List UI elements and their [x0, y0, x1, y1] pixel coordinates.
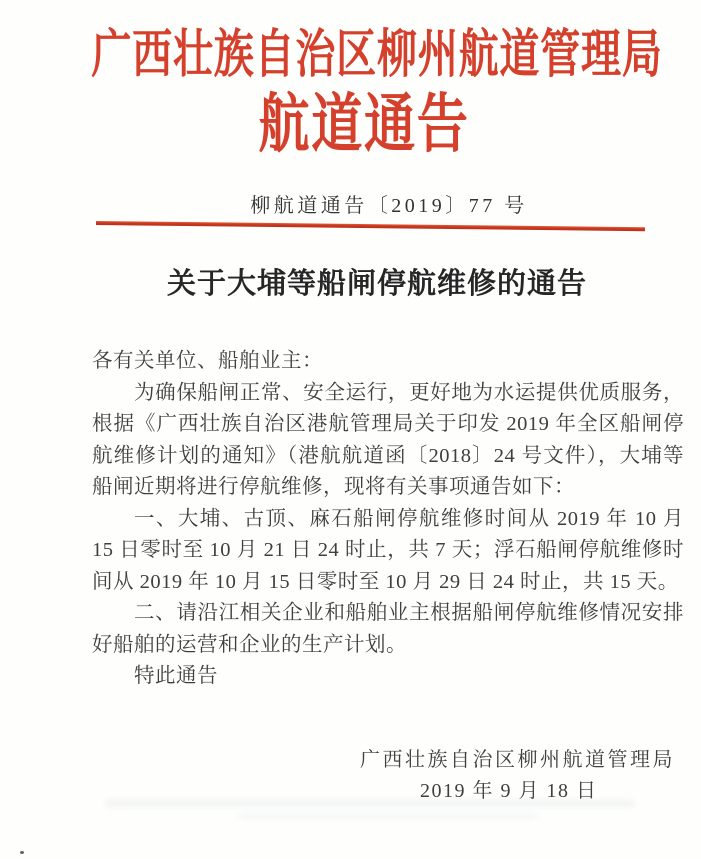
scan-speck-artifact [20, 851, 24, 854]
body-line: 间从 2019 年 10 月 15 日零时至 10 月 29 日 24 时止，共 15 天。 [92, 570, 679, 593]
body-line: 15 日零时至 10 月 21 日 24 时止，共 7 天；浮石船闸停航维修时 [92, 539, 684, 561]
signature-date: 2019 年 9 月 18 日 [420, 780, 598, 802]
body-line: 为确保船闸正常、安全运行，更好地为水运提供优质服务， [134, 381, 684, 404]
doc-number: 柳航道通告〔2019〕77 号 [250, 195, 528, 217]
letterhead-org-name: 广西壮族自治区柳州航道管理局 [91, 27, 663, 84]
body-line: 一、大埔、古顶、麻石船闸停航维修时间从 2019 年 10 月 [134, 507, 684, 530]
body-line: 根据《广西壮族自治区港航管理局关于印发 2019 年全区船闸停 [92, 413, 684, 435]
body-line: 航维修计划的通知》（港航航道函〔2018〕24 号文件），大埔等 [92, 444, 684, 467]
body-line: 二、请沿江相关企业和船舶业主根据船闸停航维修情况安排 [134, 602, 684, 624]
scan-bleed-artifact [238, 812, 538, 820]
signature-org-name: 广西壮族自治区柳州航道管理局 [360, 749, 675, 771]
body-line: 各有关单位、船舶业主： [92, 350, 323, 372]
letterhead-doc-type: 航道通告 [258, 89, 470, 160]
body-line: 好船舶的运营和企业的生产计划。 [92, 633, 407, 656]
notice-title: 关于大埔等船闸停航维修的通告 [166, 268, 588, 300]
body-line: 特此通告 [134, 665, 218, 687]
document-body [92, 346, 684, 693]
red-divider-rule [96, 221, 645, 231]
body-line: 船闸近期将进行停航维修，现将有关事项通告如下： [92, 476, 575, 498]
scan-bleed-artifact [105, 799, 635, 808]
